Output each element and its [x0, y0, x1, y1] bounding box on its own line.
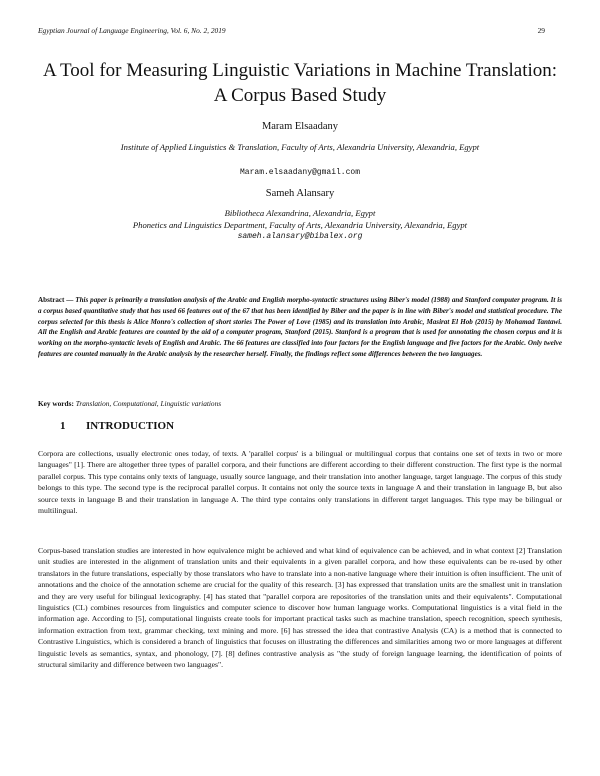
author-email[interactable]: sameh.alansary@bibalex.org [237, 232, 363, 241]
author-name: Maram Elsaadany [261, 121, 339, 132]
author-affiliations [40, 208, 560, 243]
author-affiliation: Institute of Applied Linguistics & Translation, Faculty of Arts, Alexandria University, Alexandria, Egypt [120, 142, 480, 152]
page-number: 29 [537, 26, 545, 35]
paper-title: A Tool for Measuring Linguistic Variations in Machine Translation: A Corpus Based Study [42, 60, 558, 106]
body-paragraph: Corpus-based translation studies are interested in how equivalence might be achieved and what kind of equivalence can be achieved, and in what context [2] Translation unit studies are interested in the alignment of translation units and their equivalents in a given parallel corpora, and how these equivalents can be re-used by other translators in the future translations, especially by those translators who have to translate into a non-native language where their intuition is often insufficient. The unit of annotations and the choice of the annotation scheme are crucial for the quality of this research. [3] has expressed that translation units are the smallest unit in translation and they are very useful for bilingual lexicography. [4] has stated that "parallel corpora are repositories of the translation units and their equivalents". Computational linguistics (CL) combines resources from linguistics and computer science to discover how human language works. Computational linguistics is a vital field in the information age. According to [5], computational linguists create tools for important practical tasks such as machine translation, speech recognition, speech synthesis, information extraction from text, grammar checking, text mining and more. [6] has stressed the idea that contrastive Analysis (CA) is a method that is connected to Contrastive Linguistics, which is considered a branch of linguistics that focuses on illustrating the differences and similarities among two or more languages at different linguistic levels as semantics, syntax, and phonology, [7]. [8] defines contrastive analysis as "the study of foreign language learning, the identification of points of structural similarity and difference between two languages". [38, 546, 562, 670]
journal-citation: Egyptian Journal of Language Engineering, Vol. 6, No. 2, 2019 [38, 26, 226, 35]
keywords-label: Key words: [38, 399, 74, 408]
abstract-label: Abstract — [38, 296, 74, 304]
author-affiliation: Bibliotheca Alexandrina, Alexandria, Egypt [224, 208, 376, 218]
abstract-text: This paper is primarily a translation analysis of the Arabic and English morpho-syntactic structures using Biber's model (1988) and Stanford computer program. It is a corpus based quantitative study that has used 66 features out of the 67 that has been identified by Biber and the paper is in line with Biber's model and statistical procedure. The corpus selected for this thesis is Alice Monro's collection of short stories The Power of Love (1985) and its translation into Arabic, Masirat El Hob (2015) by Mohamad Tantawi. All the English and Arabic features are counted by the aid of a computer program, Stanford (2015). Stanford is a program that is used for annotating the chosen corpus and it is working on the morpho-syntactic levels of English and Arabic. The 66 features are classified into four factors for the English language and five factors for the Arabic. Only twelve features are counted manually in the Arabic analysis by the researcher herself. Finally, the findings reflect some differences between the two languages. [38, 296, 563, 358]
abstract [38, 295, 562, 360]
running-head [38, 26, 545, 35]
keywords-text: Translation, Computational, Linguistic variations [75, 399, 222, 408]
author-affiliation: Phonetics and Linguistics Department, Faculty of Arts, Alexandria University, Alexandria, Egypt [132, 219, 468, 230]
section-number: 1 [60, 420, 66, 432]
author-email[interactable]: Maram.elsaadany@gmail.com [239, 168, 361, 177]
section-title: INTRODUCTION [86, 420, 175, 432]
body-paragraph: Corpora are collections, usually electronic ones today, of texts. A 'parallel corpus' is a bilingual or multilingual corpus that contains one set of texts in two or more languages" [1]. There are altogether three types of parallel corpora, and their functions are different according to their different construction. The first type is the normal parallel corpus. This type contains only texts of language, usually source language, and their translation into another language, target language. The corpus of this study belongs to this type. The second type is the reciprocal parallel corpus. It contains not only the source texts in language A and their translation in language B, but also source texts in language B and their translation in language A. The third type contains only translations in different target languages. This type may be bilingual or multilingual. [38, 449, 562, 516]
author-name: Sameh Alansary [265, 188, 335, 199]
section-heading [60, 420, 174, 432]
keywords [38, 399, 562, 408]
